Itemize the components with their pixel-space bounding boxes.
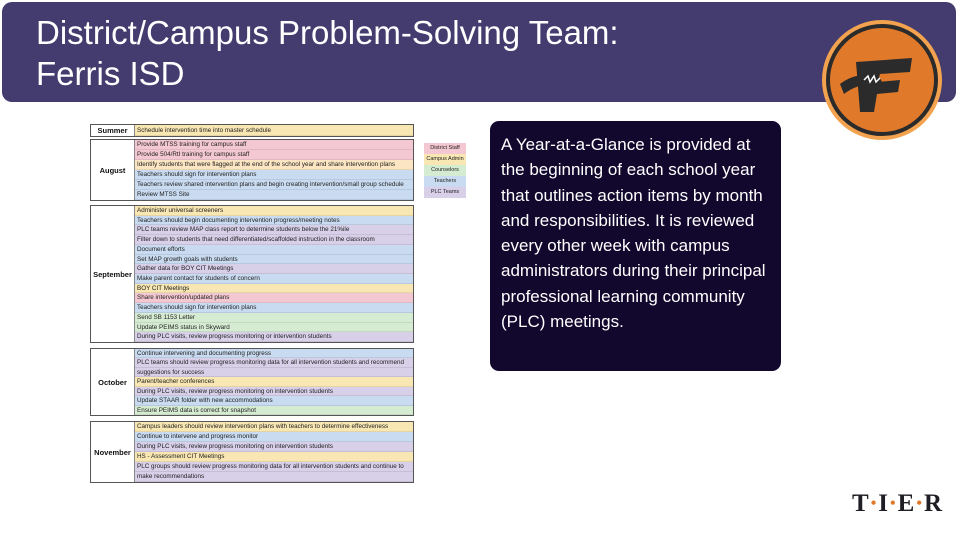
calendar-item: Parent/teacher conferences	[135, 377, 413, 386]
month-rows-summer	[135, 125, 413, 136]
calendar-item: Document efforts	[135, 245, 413, 255]
calendar-item: Send SB 1153 Letter	[135, 313, 413, 323]
month-rows-november	[135, 422, 413, 482]
calendar-item: make recommendations	[135, 472, 413, 482]
month-rows-october	[135, 349, 413, 415]
ferris-logo	[820, 18, 944, 142]
calendar-item: Gather data for BOY CIT Meetings	[135, 264, 413, 274]
month-label-october: October	[91, 349, 135, 415]
calendar-item: Continue to intervene and progress monitor	[135, 432, 413, 442]
calendar-item: PLC teams should review progress monitoring data for all intervention students and recommend	[135, 358, 413, 367]
calendar-item: Teachers should sign for intervention plans	[135, 170, 413, 180]
calendar-item: During PLC visits, review progress monitoring on intervention students	[135, 387, 413, 396]
tier-dot: •	[916, 495, 923, 512]
calendar-item: Ensure PEIMS data is correct for snapshot	[135, 406, 413, 415]
month-block-october	[90, 348, 414, 416]
legend-item: Counselors	[424, 165, 466, 176]
calendar-item: HS - Assessment CIT Meetings	[135, 452, 413, 462]
tier-logo	[852, 490, 943, 518]
calendar-item: Continue intervening and documenting progress	[135, 349, 413, 358]
tier-letter-e: E	[897, 490, 916, 517]
calendar-item: Update STAAR folder with new accommodations	[135, 396, 413, 405]
calendar-item: PLC teams review MAP class report to determine students below the 21%ile	[135, 225, 413, 235]
calendar-item: Teachers should sign for intervention plans	[135, 303, 413, 313]
calendar-item: During PLC visits, review progress monitoring or intervention students	[135, 332, 413, 342]
calendar-item: Identify students that were flagged at the end of the school year and share intervention plans	[135, 160, 413, 170]
title-line-2: Ferris ISD	[36, 55, 185, 92]
calendar-item: BOY CIT Meetings	[135, 284, 413, 294]
responsibility-legend	[424, 143, 466, 198]
month-block-august	[90, 139, 414, 201]
tier-letter-r: R	[923, 490, 943, 517]
calendar-item: Set MAP growth goals with students	[135, 255, 413, 265]
calendar-item: Update PEIMS status in Skyward	[135, 323, 413, 333]
logo-inner-circle	[828, 26, 936, 134]
title-bar	[2, 2, 956, 102]
legend-item: Teachers	[424, 176, 466, 187]
calendar-item: Schedule intervention time into master schedule	[135, 125, 413, 136]
tier-letter-i: I	[878, 490, 890, 517]
legend-item: Campus Admin	[424, 154, 466, 165]
month-label-september: September	[91, 206, 135, 342]
calendar-item: Review MTSS Site	[135, 190, 413, 200]
month-rows-september	[135, 206, 413, 342]
year-at-a-glance-calendar	[90, 124, 414, 484]
tier-dot: •	[870, 495, 878, 512]
legend-item: PLC Teams	[424, 187, 466, 198]
calendar-item: Campus leaders should review intervention plans with teachers to determine effectiveness	[135, 422, 413, 432]
month-label-summer: Summer	[91, 125, 135, 136]
calendar-item: Teachers should begin documenting intervention progress/meeting notes	[135, 216, 413, 226]
page-title	[36, 12, 756, 94]
tier-letter-t: T	[852, 490, 870, 517]
month-block-november	[90, 421, 414, 483]
calendar-item: PLC groups should review progress monitoring data for all intervention students and continue to	[135, 462, 413, 472]
month-block-september	[90, 205, 414, 343]
title-line-1: District/Campus Problem-Solving Team:	[36, 14, 619, 51]
calendar-item: Provide MTSS training for campus staff	[135, 140, 413, 150]
calendar-item: Teachers review shared intervention plans and begin creating intervention/small group schedule	[135, 180, 413, 190]
callout-text: A Year-at-a-Glance is provided at the beginning of each school year that outlines action items by month and responsibilities. It is reviewed every other week with campus administrators during their principal professional learning community (PLC) meetings.	[501, 135, 766, 332]
month-label-november: November	[91, 422, 135, 482]
calendar-item: During PLC visits, review progress monitoring on intervention students	[135, 442, 413, 452]
tier-dot: •	[890, 495, 897, 512]
calendar-item: Make parent contact for students of concern	[135, 274, 413, 284]
calendar-item: Administer universal screeners	[135, 206, 413, 216]
logo-letter: F	[820, 18, 821, 19]
description-callout	[490, 121, 781, 371]
calendar-item: Filter down to students that need differentiated/scaffolded instruction in the classroom	[135, 235, 413, 245]
month-block-summer	[90, 124, 414, 137]
calendar-item: Share intervention/updated plans	[135, 293, 413, 303]
calendar-item: suggestions for success	[135, 368, 413, 377]
legend-item: District Staff	[424, 143, 466, 154]
month-label-august: August	[91, 140, 135, 200]
month-rows-august	[135, 140, 413, 200]
calendar-item: Provide 504/RtI training for campus staff	[135, 150, 413, 160]
